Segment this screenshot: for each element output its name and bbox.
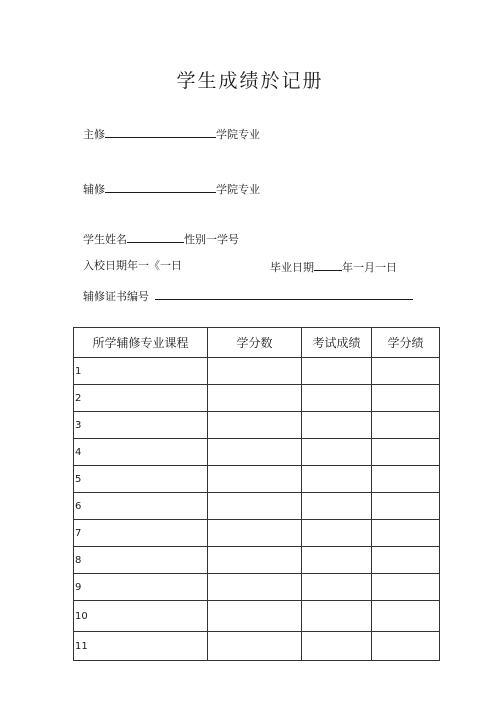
table-header-row: [74, 328, 440, 358]
credits-cell[interactable]: [208, 601, 302, 632]
table-row: [74, 493, 440, 520]
document-title: 学生成绩於记册: [176, 70, 324, 92]
row-number: 7: [74, 520, 208, 547]
row-number: 10: [74, 601, 208, 632]
major-line: [83, 126, 260, 142]
major-label: 主修: [83, 128, 105, 141]
exam-score-cell[interactable]: [302, 632, 372, 661]
credits-cell[interactable]: [208, 547, 302, 574]
row-number: 9: [74, 574, 208, 601]
grade-points-cell[interactable]: [372, 547, 440, 574]
grade-points-cell[interactable]: [372, 632, 440, 661]
exam-score-cell[interactable]: [302, 520, 372, 547]
table-row: [74, 632, 440, 661]
grade-points-cell[interactable]: [372, 493, 440, 520]
row-number: 3: [74, 412, 208, 439]
name-line: [83, 231, 239, 247]
cert-label: 辅修证书编号: [83, 290, 149, 303]
cert-blank[interactable]: [155, 288, 413, 300]
minor-line: [83, 181, 260, 197]
row-number: 8: [74, 547, 208, 574]
row-number: 1: [74, 358, 208, 385]
row-number: 6: [74, 493, 208, 520]
exam-score-cell[interactable]: [302, 547, 372, 574]
header-credits: 学分数: [208, 328, 302, 358]
credits-cell[interactable]: [208, 493, 302, 520]
name-label: 学生姓名: [83, 233, 127, 246]
grade-points-cell[interactable]: [372, 520, 440, 547]
table-row: [74, 358, 440, 385]
header-exam-score: 考试成绩: [302, 328, 372, 358]
grade-points-cell[interactable]: [372, 358, 440, 385]
minor-suffix: 学院专业: [216, 183, 260, 196]
table-row: [74, 466, 440, 493]
exam-score-cell[interactable]: [302, 358, 372, 385]
row-number: 5: [74, 466, 208, 493]
exam-score-cell[interactable]: [302, 466, 372, 493]
credits-cell[interactable]: [208, 520, 302, 547]
row-number: 11: [74, 632, 208, 661]
row-number: 4: [74, 439, 208, 466]
credits-cell[interactable]: [208, 574, 302, 601]
header-grade-points: 学分绩: [372, 328, 440, 358]
credits-cell[interactable]: [208, 412, 302, 439]
grad-blank[interactable]: [314, 259, 342, 271]
grade-points-cell[interactable]: [372, 439, 440, 466]
table-row: [74, 520, 440, 547]
exam-score-cell[interactable]: [302, 601, 372, 632]
table-row: [74, 412, 440, 439]
minor-blank[interactable]: [105, 181, 216, 193]
major-suffix: 学院专业: [216, 128, 260, 141]
grade-points-cell[interactable]: [372, 385, 440, 412]
exam-score-cell[interactable]: [302, 493, 372, 520]
exam-score-cell[interactable]: [302, 574, 372, 601]
minor-label: 辅修: [83, 183, 105, 196]
header-course: 所学辅修专业课程: [74, 328, 208, 358]
grade-points-cell[interactable]: [372, 412, 440, 439]
table-row: [74, 547, 440, 574]
table-row: [74, 601, 440, 632]
credits-cell[interactable]: [208, 632, 302, 661]
enroll-text: 入校日期年一《一日: [83, 259, 182, 272]
credits-cell[interactable]: [208, 385, 302, 412]
grade-points-cell[interactable]: [372, 466, 440, 493]
name-blank[interactable]: [127, 231, 184, 243]
exam-score-cell[interactable]: [302, 412, 372, 439]
exam-score-cell[interactable]: [302, 439, 372, 466]
table-row: [74, 439, 440, 466]
enroll-line: [83, 259, 182, 273]
cert-line: [83, 288, 413, 304]
credits-cell[interactable]: [208, 358, 302, 385]
credits-cell[interactable]: [208, 439, 302, 466]
gender-id-text: 性别一学号: [184, 233, 239, 246]
grad-suffix: 年一月一日: [342, 261, 397, 274]
exam-score-cell[interactable]: [302, 385, 372, 412]
credits-cell[interactable]: [208, 466, 302, 493]
table-row: [74, 574, 440, 601]
grad-label: 毕业日期: [270, 261, 314, 274]
grade-points-cell[interactable]: [372, 601, 440, 632]
row-number: 2: [74, 385, 208, 412]
major-blank[interactable]: [105, 126, 216, 138]
grad-line: [270, 259, 397, 275]
grade-points-cell[interactable]: [372, 574, 440, 601]
table-row: [74, 385, 440, 412]
grades-table: [73, 327, 440, 661]
